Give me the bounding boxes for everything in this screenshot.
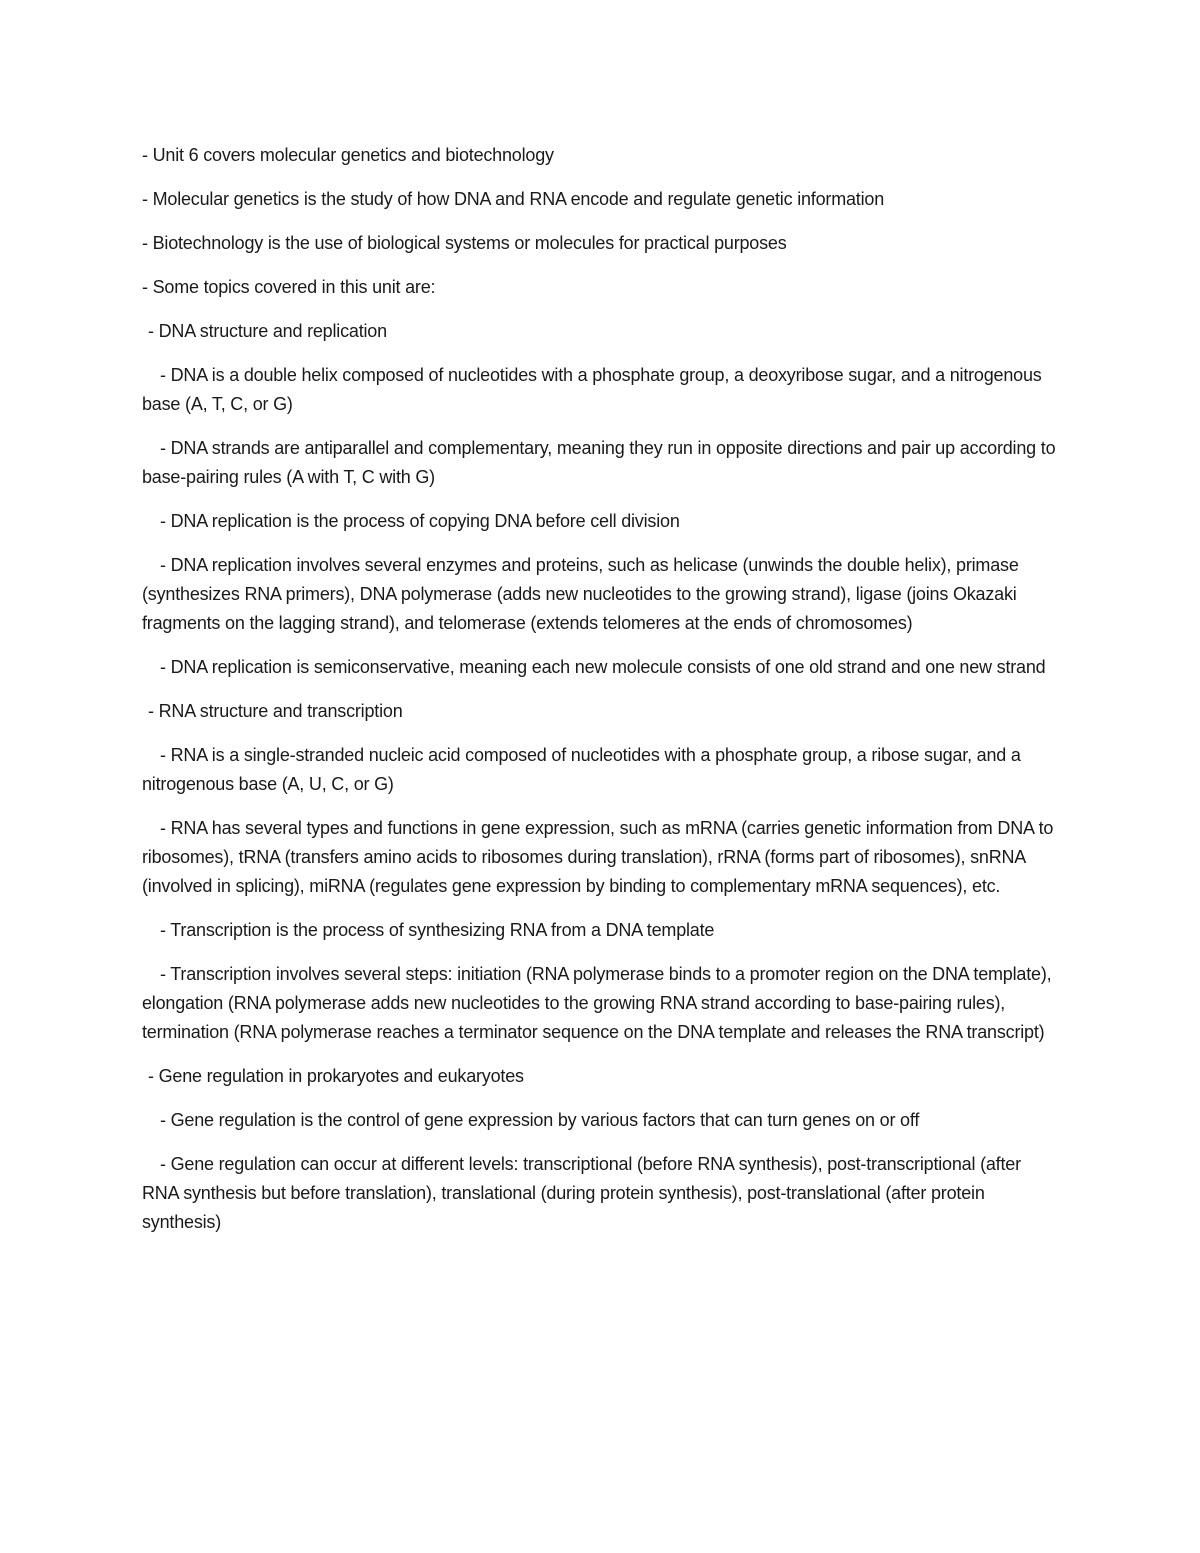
heading-rna-structure: - RNA structure and transcription (148, 701, 403, 721)
paragraph-gene-regulation-def: - Gene regulation is the control of gene expression by various factors that can turn genes on or off (160, 1110, 920, 1130)
heading-dna-structure: - DNA structure and replication (148, 321, 387, 341)
paragraph-transcription-steps: - Transcription involves several steps: initiation (RNA polymerase binds to a promoter region on the DNA template), elongation (RNA polymerase adds new nucleotides to the growing RNA strand according to base-pairing rules), termination (RNA polymerase reaches a terminator sequence on the DNA template and releases the RNA transcript) (142, 964, 1052, 1042)
paragraph-dna-semiconservative: - DNA replication is semiconservative, meaning each new molecule consists of one old strand and one new strand (160, 657, 1046, 677)
paragraph-rna-types: - RNA has several types and functions in gene expression, such as mRNA (carries genetic information from DNA to ribosomes), tRNA (transfers amino acids to ribosomes during translation), rRNA (forms part of ribosomes), snRNA (involved in splicing), miRNA (regulates gene expression by binding to complementary mRNA sequences), etc. (142, 818, 1054, 896)
paragraph-topics-intro: - Some topics covered in this unit are: (142, 277, 436, 297)
heading-gene-regulation: - Gene regulation in prokaryotes and eukaryotes (148, 1066, 524, 1086)
document-body (142, 141, 1060, 1252)
paragraph-gene-regulation-levels: - Gene regulation can occur at different levels: transcriptional (before RNA synthesis), post-transcriptional (after RNA synthesis but before translation), translational (during protein synthesis), post-translational (after protein synthesis) (142, 1154, 1021, 1232)
paragraph-biotechnology: - Biotechnology is the use of biological systems or molecules for practical purposes (142, 233, 787, 253)
paragraph-dna-antiparallel: - DNA strands are antiparallel and complementary, meaning they run in opposite directions and pair up according to base-pairing rules (A with T, C with G) (142, 438, 1056, 487)
paragraph-rna-single-stranded: - RNA is a single-stranded nucleic acid composed of nucleotides with a phosphate group, a ribose sugar, and a nitrogenous base (A, U, C, or G) (142, 745, 1021, 794)
paragraph-dna-double-helix: - DNA is a double helix composed of nucleotides with a phosphate group, a deoxyribose sugar, and a nitrogenous base (A, T, C, or G) (142, 365, 1042, 414)
paragraph-unit-overview: - Unit 6 covers molecular genetics and biotechnology (142, 145, 554, 165)
paragraph-molecular-genetics: - Molecular genetics is the study of how DNA and RNA encode and regulate genetic information (142, 189, 885, 209)
paragraph-dna-replication-def: - DNA replication is the process of copying DNA before cell division (160, 511, 680, 531)
paragraph-dna-replication-enzymes: - DNA replication involves several enzymes and proteins, such as helicase (unwinds the double helix), primase (synthesizes RNA primers), DNA polymerase (adds new nucleotides to the growing strand), ligase (joins Okazaki fragments on the lagging strand), and telomerase (extends telomeres at the ends of chromosomes) (142, 555, 1019, 633)
paragraph-transcription-def: - Transcription is the process of synthesizing RNA from a DNA template (160, 920, 715, 940)
